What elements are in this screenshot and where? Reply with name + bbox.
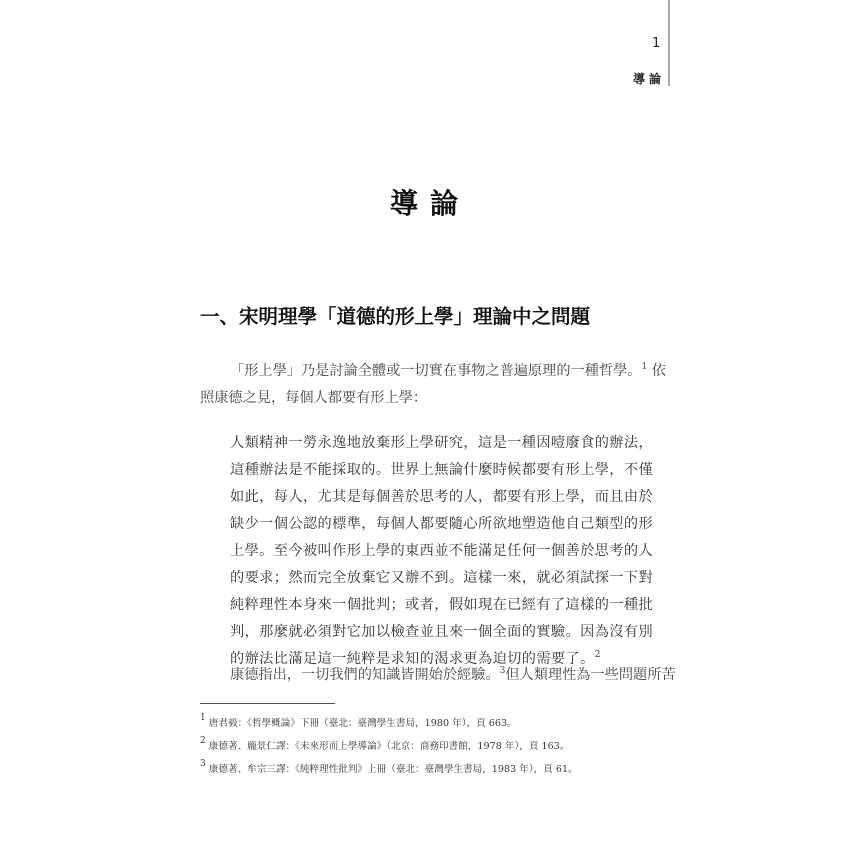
quote-line: 純粹理性本身來一個批判；或者，假如現在已經有了這樣的一種批 [230, 597, 654, 613]
footnote-number: 1 [200, 713, 206, 723]
footnote-ref-2[interactable]: 2 [594, 650, 601, 660]
text: 但人類理性為一些問題所苦 [505, 667, 676, 683]
footnote-3 [200, 759, 578, 775]
footnote-text: 唐君毅：《哲學概論》下冊（臺北：臺灣學生書局，1980 年），頁 663。 [208, 718, 517, 729]
margin-rule [668, 0, 670, 86]
quote-line: 的要求；然而完全放棄它又辦不到。這樣一來，就必須試探一下對 [230, 570, 654, 586]
footnote-1 [200, 713, 517, 729]
quote-line: 這種辦法是不能採取的。世界上無論什麼時候都要有形上學，不僅 [230, 462, 654, 478]
footnote-2 [200, 736, 569, 752]
running-head: 導論 [633, 72, 666, 86]
chapter-title: 導論 [389, 187, 470, 220]
footnote-number: 3 [200, 759, 206, 769]
section-heading: 一、宋明理學「道德的形上學」理論中之問題 [200, 305, 591, 328]
footnote-text: 康德著、牟宗三譯：《純粹理性批判》上冊（臺北：臺灣學生書局，1983 年），頁 61。 [208, 764, 578, 775]
quote-line: 人類精神一勞永逸地放棄形上學研究，這是一種因噎廢食的辦法， [230, 435, 654, 451]
quote-line: 如此，每人，尤其是每個善於思考的人，都要有形上學，而且由於 [230, 489, 654, 505]
page-number: 1 [652, 36, 661, 51]
text: 依 [651, 363, 666, 379]
quote-line: 上學。至今被叫作形上學的東西並不能滿足任何一個善於思考的人 [230, 543, 654, 559]
text: 的辦法比滿足這一純粹是求知的渴求更為迫切的需要了。 [230, 651, 595, 667]
paragraph-1-line-1 [230, 360, 666, 380]
paragraph-1-line-2: 照康德之見，每個人都要有形上學： [200, 390, 428, 406]
paragraph-2 [230, 664, 676, 684]
footnote-text: 康德著、龐景仁譯：《未來形而上學導論》（北京：商務印書館，1978 年），頁 163。 [208, 741, 570, 752]
footnote-ref-3[interactable]: 3 [499, 666, 506, 676]
quote-line: 缺少一個公認的標準，每個人都要隨心所欲地塑造他自己類型的形 [230, 516, 654, 532]
footnote-rule [200, 703, 335, 704]
text: 康德指出，一切我們的知識皆開始於經驗。 [230, 667, 500, 683]
footnote-ref-1[interactable]: 1 [641, 362, 648, 372]
quote-line: 判，那麼就必須對它加以檢查並且來一個全面的實驗。因為沒有別 [230, 624, 654, 640]
text: 「形上學」乃是討論全體或一切實在事物之普遍原理的一種哲學。 [230, 363, 642, 379]
footnote-number: 2 [200, 736, 206, 746]
